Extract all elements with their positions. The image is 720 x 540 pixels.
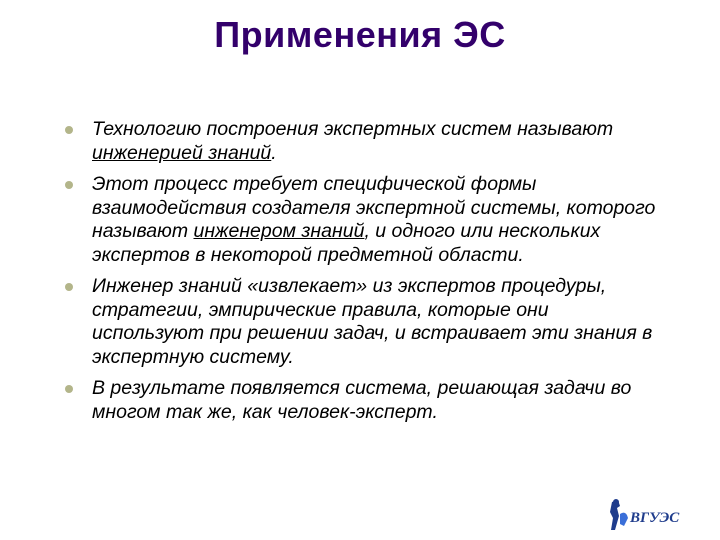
bullet-text-end: , и одного или нескольких экспертов в некоторой предметной области.: [92, 220, 601, 266]
bullet-dot-icon: [65, 126, 73, 134]
bullet-text: Технологию построения экспертных систем называют: [92, 118, 614, 140]
underlined-term: инженером знаний: [193, 220, 365, 242]
bullet-dot-icon: [65, 181, 73, 189]
bullet-item: [60, 118, 660, 165]
bullet-text: В результате появляется система, решающая задачи во многом так же, как человек-эксперт.: [92, 377, 632, 423]
university-logo-icon: [606, 496, 686, 536]
bullet-item: [60, 173, 660, 267]
logo-text: ВГУЭС: [630, 510, 680, 526]
bullet-text: Инженер знаний «извлекает» из экспертов процедуры, стратегии, эмпирические правила, которые они используют при решении задач, и встраивает эти знания в экспертную систему.: [92, 275, 653, 368]
bullet-item: [60, 275, 660, 369]
bullet-dot-icon: [65, 283, 73, 291]
bullet-text-end: .: [271, 141, 277, 164]
bullet-item: [60, 377, 660, 424]
bullet-text: Этот процесс требует специфической формы взаимодействия создателя экспертной системы, которого называют: [92, 173, 656, 242]
slide-title: Применения ЭС: [214, 14, 506, 55]
bullet-list: [60, 118, 660, 432]
underlined-term: инженерией знаний: [92, 141, 272, 164]
bullet-dot-icon: [65, 385, 73, 393]
